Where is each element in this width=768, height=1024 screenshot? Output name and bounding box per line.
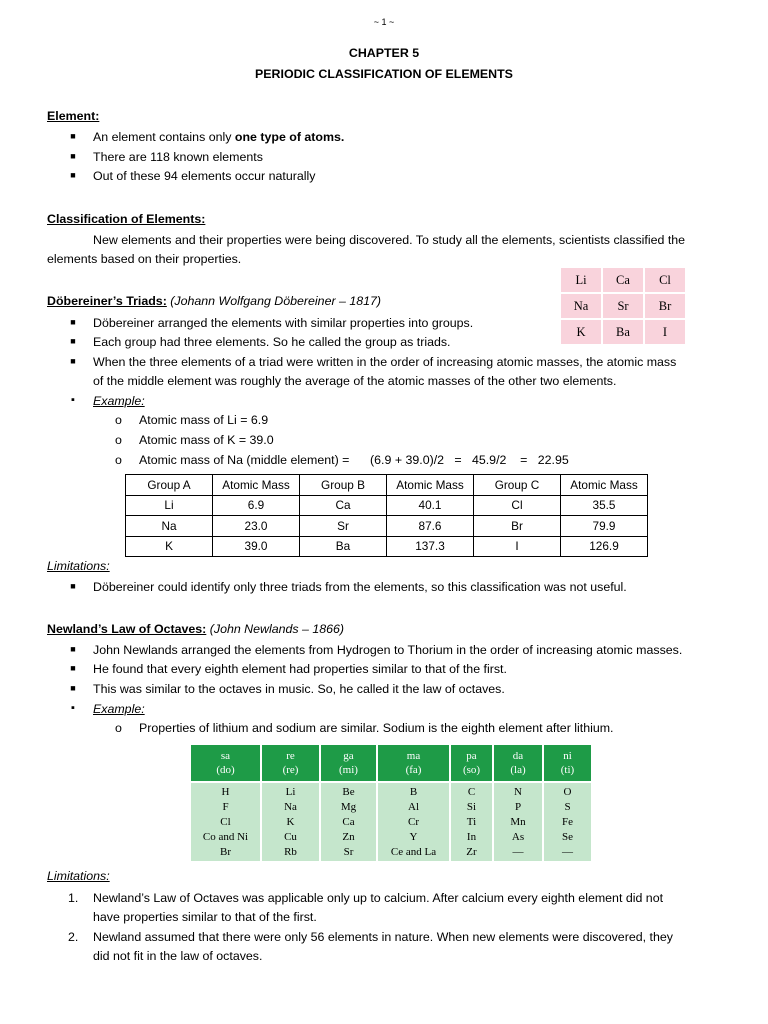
table-row <box>126 516 648 537</box>
table-cell: Li <box>126 495 213 516</box>
element-heading: Element: <box>47 109 100 123</box>
triad-grid <box>559 266 687 346</box>
octave-element: Co and Ni <box>202 831 249 843</box>
dobereiner-example-1: Atomic mass of Li = 6.9 <box>139 413 269 427</box>
newland-bullet-1: John Newlands arranged the elements from Hydrogen to Thorium in the order of increasing atomic masses. <box>93 643 683 657</box>
limitations-2-item-1a: Newland’s Law of Octaves was applicable only up to calcium. After calcium every eighth element did not <box>93 891 664 905</box>
triad-grid-cell: I <box>644 319 686 345</box>
octave-element: Na <box>284 801 297 813</box>
octave-element: Y <box>409 831 418 843</box>
octave-body <box>451 783 492 861</box>
octave-element: O <box>563 786 572 798</box>
octave-column <box>451 745 492 861</box>
table-cell: 35.5 <box>561 495 648 516</box>
newland-bullet-2: He found that every eighth element had properties similar to that of the first. <box>93 662 507 676</box>
classification-heading: Classification of Elements: <box>47 212 206 226</box>
octave-element: Li <box>285 786 296 798</box>
triad-grid-row <box>560 293 686 319</box>
octave-element: S <box>564 801 571 813</box>
page-title: PERIODIC CLASSIFICATION OF ELEMENTS <box>255 67 513 81</box>
octave-note: da <box>512 750 524 762</box>
table-cell: 6.9 <box>213 495 300 516</box>
table-cell: 39.0 <box>213 536 300 557</box>
bullet-icon: ▪ <box>71 702 75 714</box>
octave-element: Si <box>466 801 477 813</box>
table-header: Group C <box>474 475 561 496</box>
triad-table-header <box>126 475 648 496</box>
table-cell: Ba <box>300 536 387 557</box>
table-cell: K <box>126 536 213 557</box>
bullet-icon: ■ <box>70 683 76 693</box>
dobereiner-example-label: Example: <box>93 394 145 408</box>
octave-element: K <box>286 816 295 828</box>
octave-element: Ca <box>342 816 355 828</box>
element-bullet-3: Out of these 94 elements occur naturally <box>93 169 316 183</box>
limitations-heading-1: Limitations: <box>47 559 110 573</box>
octave-body <box>494 783 542 861</box>
octave-element: Cl <box>220 816 231 828</box>
table-row <box>126 536 648 557</box>
octave-element: Rb <box>284 846 297 858</box>
circle-bullet-icon: o <box>115 433 122 447</box>
octave-element: Al <box>408 801 419 813</box>
octave-column <box>262 745 319 861</box>
triad-grid-cell: Sr <box>602 293 644 319</box>
octave-header <box>378 745 449 781</box>
bullet-icon: ▪ <box>71 394 75 406</box>
triad-grid-cell: Br <box>644 293 686 319</box>
octave-note: ga <box>343 750 354 762</box>
newland-bullet-3: This was similar to the octaves in music. So, he called it the law of octaves. <box>93 682 505 696</box>
octave-note: sa <box>220 750 231 762</box>
triad-grid-row <box>560 267 686 293</box>
limitations-heading-2: Limitations: <box>47 869 110 883</box>
triad-grid-cell: Ba <box>602 319 644 345</box>
bullet-icon: ■ <box>70 336 76 346</box>
triad-grid-cell: Na <box>560 293 602 319</box>
octave-element: F <box>222 801 229 813</box>
table-cell: Ca <box>300 495 387 516</box>
octave-note-alt: (la) <box>510 764 526 776</box>
octave-element: As <box>511 831 525 843</box>
triad-grid-cell: K <box>560 319 602 345</box>
element-bullet-1 <box>93 130 344 144</box>
table-header: Atomic Mass <box>213 475 300 496</box>
octave-note-alt: (re) <box>282 764 299 776</box>
octave-body <box>321 783 376 861</box>
dobereiner-example-3: Atomic mass of Na (middle element) = (6.9 + 39.0)/2 = 45.9/2 = 22.95 <box>139 453 569 467</box>
octave-element: Se <box>562 831 573 843</box>
octave-note: ni <box>563 750 572 762</box>
octave-element: N <box>514 786 522 798</box>
octave-element: C <box>467 786 476 798</box>
triad-grid-cell: Cl <box>644 267 686 293</box>
newland-heading: Newland’s Law of Octaves: <box>47 622 207 636</box>
octave-header <box>191 745 260 781</box>
octave-note: re <box>286 750 295 762</box>
octave-column <box>321 745 376 861</box>
octave-element: P <box>514 801 522 813</box>
element-b1-bold: one type of atoms. <box>234 130 345 144</box>
newland-example-label: Example: <box>93 702 145 716</box>
table-cell: Na <box>126 516 213 537</box>
bullet-icon: ■ <box>70 170 76 180</box>
table-header: Group A <box>126 475 213 496</box>
octave-element: Br <box>220 846 231 858</box>
octave-table <box>191 745 591 861</box>
octave-header <box>451 745 492 781</box>
triad-grid-cell: Li <box>560 267 602 293</box>
dobereiner-bullet-3b: of the middle element was roughly the average of the atomic masses of the other two elements. <box>93 374 617 388</box>
element-b1-text: An element contains only <box>93 130 235 144</box>
limitations-2-item-2b: did not fit in the law of octaves. <box>93 949 263 963</box>
table-cell: 79.9 <box>561 516 648 537</box>
bullet-icon: ■ <box>70 356 76 366</box>
dobereiner-credit: (Johann Wolfgang Döbereiner – 1817) <box>170 294 382 308</box>
table-cell: 137.3 <box>387 536 474 557</box>
octave-element: Sr <box>343 846 354 858</box>
octave-column <box>191 745 260 861</box>
octave-element: Mg <box>340 801 357 813</box>
bullet-icon: ■ <box>70 131 76 141</box>
triad-grid-cell: Ca <box>602 267 644 293</box>
table-cell: 87.6 <box>387 516 474 537</box>
octave-element: — <box>512 846 524 858</box>
octave-body <box>544 783 591 861</box>
table-cell: 40.1 <box>387 495 474 516</box>
table-header: Group B <box>300 475 387 496</box>
octave-element: Cu <box>284 831 297 843</box>
table-cell: 126.9 <box>561 536 648 557</box>
dobereiner-bullet-2: Each group had three elements. So he called the group as triads. <box>93 335 451 349</box>
octave-element: Fe <box>562 816 573 828</box>
table-header: Atomic Mass <box>561 475 648 496</box>
octave-element: H <box>221 786 230 798</box>
octave-element: In <box>466 831 477 843</box>
octave-element: B <box>409 786 418 798</box>
page-number: ~ 1 ~ <box>373 17 395 27</box>
octave-element: Zr <box>466 846 477 858</box>
octave-body <box>191 783 260 861</box>
octave-body <box>378 783 449 861</box>
circle-bullet-icon: o <box>115 453 122 467</box>
octave-header <box>494 745 542 781</box>
limitations-2-item-1b: have properties similar to that of the first. <box>93 910 317 924</box>
octave-element: Ce and La <box>390 846 437 858</box>
octave-note-alt: (ti) <box>560 764 575 776</box>
newland-example-1: Properties of lithium and sodium are similar. Sodium is the eighth element after lithium. <box>139 721 614 735</box>
octave-element: Ti <box>466 816 477 828</box>
octave-note-alt: (so) <box>462 764 481 776</box>
octave-column <box>544 745 591 861</box>
limitations-2-item-2a: Newland assumed that there were only 56 elements in nature. When new elements were discovered, they <box>93 930 673 944</box>
table-cell: Cl <box>474 495 561 516</box>
triad-table <box>125 474 648 557</box>
circle-bullet-icon: o <box>115 413 122 427</box>
list-number: 1. <box>68 891 79 905</box>
classification-line-2: elements based on their properties. <box>47 252 242 266</box>
octave-header <box>544 745 591 781</box>
circle-bullet-icon: o <box>115 721 122 735</box>
octave-element: Cr <box>408 816 419 828</box>
element-bullet-2: There are 118 known elements <box>93 150 263 164</box>
bullet-icon: ■ <box>70 151 76 161</box>
dobereiner-bullet-3a: When the three elements of a triad were written in the order of increasing atomic masses, the atomic mass <box>93 355 677 369</box>
table-cell: Br <box>474 516 561 537</box>
table-cell: Sr <box>300 516 387 537</box>
octave-note-alt: (fa) <box>405 764 422 776</box>
classification-line-1: New elements and their properties were being discovered. To study all the elements, scientists classified the <box>93 233 686 247</box>
bullet-icon: ■ <box>70 317 76 327</box>
table-cell: 23.0 <box>213 516 300 537</box>
octave-note: pa <box>466 750 477 762</box>
octave-header <box>262 745 319 781</box>
octave-element: Zn <box>342 831 355 843</box>
octave-column <box>494 745 542 861</box>
chapter-label: CHAPTER 5 <box>348 46 420 60</box>
octave-header <box>321 745 376 781</box>
list-number: 2. <box>68 930 79 944</box>
octave-note-alt: (do) <box>216 764 235 776</box>
octave-column <box>378 745 449 861</box>
limitations-1-bullet: Döbereiner could identify only three triads from the elements, so this classification was not useful. <box>93 580 627 594</box>
triad-grid-row <box>560 319 686 345</box>
dobereiner-heading: Döbereiner’s Triads: <box>47 294 167 308</box>
octave-element: Mn <box>510 816 526 828</box>
newland-heading-line <box>47 622 344 636</box>
octave-element: — <box>562 846 573 858</box>
dobereiner-heading-line <box>47 294 381 308</box>
octave-note-alt: (mi) <box>339 764 358 776</box>
table-row <box>126 495 648 516</box>
bullet-icon: ■ <box>70 663 76 673</box>
dobereiner-bullet-1: Döbereiner arranged the elements with similar properties into groups. <box>93 316 474 330</box>
octave-body <box>262 783 319 861</box>
bullet-icon: ■ <box>70 644 76 654</box>
octave-note: ma <box>406 750 421 762</box>
bullet-icon: ■ <box>70 581 76 591</box>
newland-credit: (John Newlands – 1866) <box>209 622 345 636</box>
octave-element: Be <box>342 786 355 798</box>
table-header: Atomic Mass <box>387 475 474 496</box>
table-cell: I <box>474 536 561 557</box>
dobereiner-example-2: Atomic mass of K = 39.0 <box>139 433 274 447</box>
